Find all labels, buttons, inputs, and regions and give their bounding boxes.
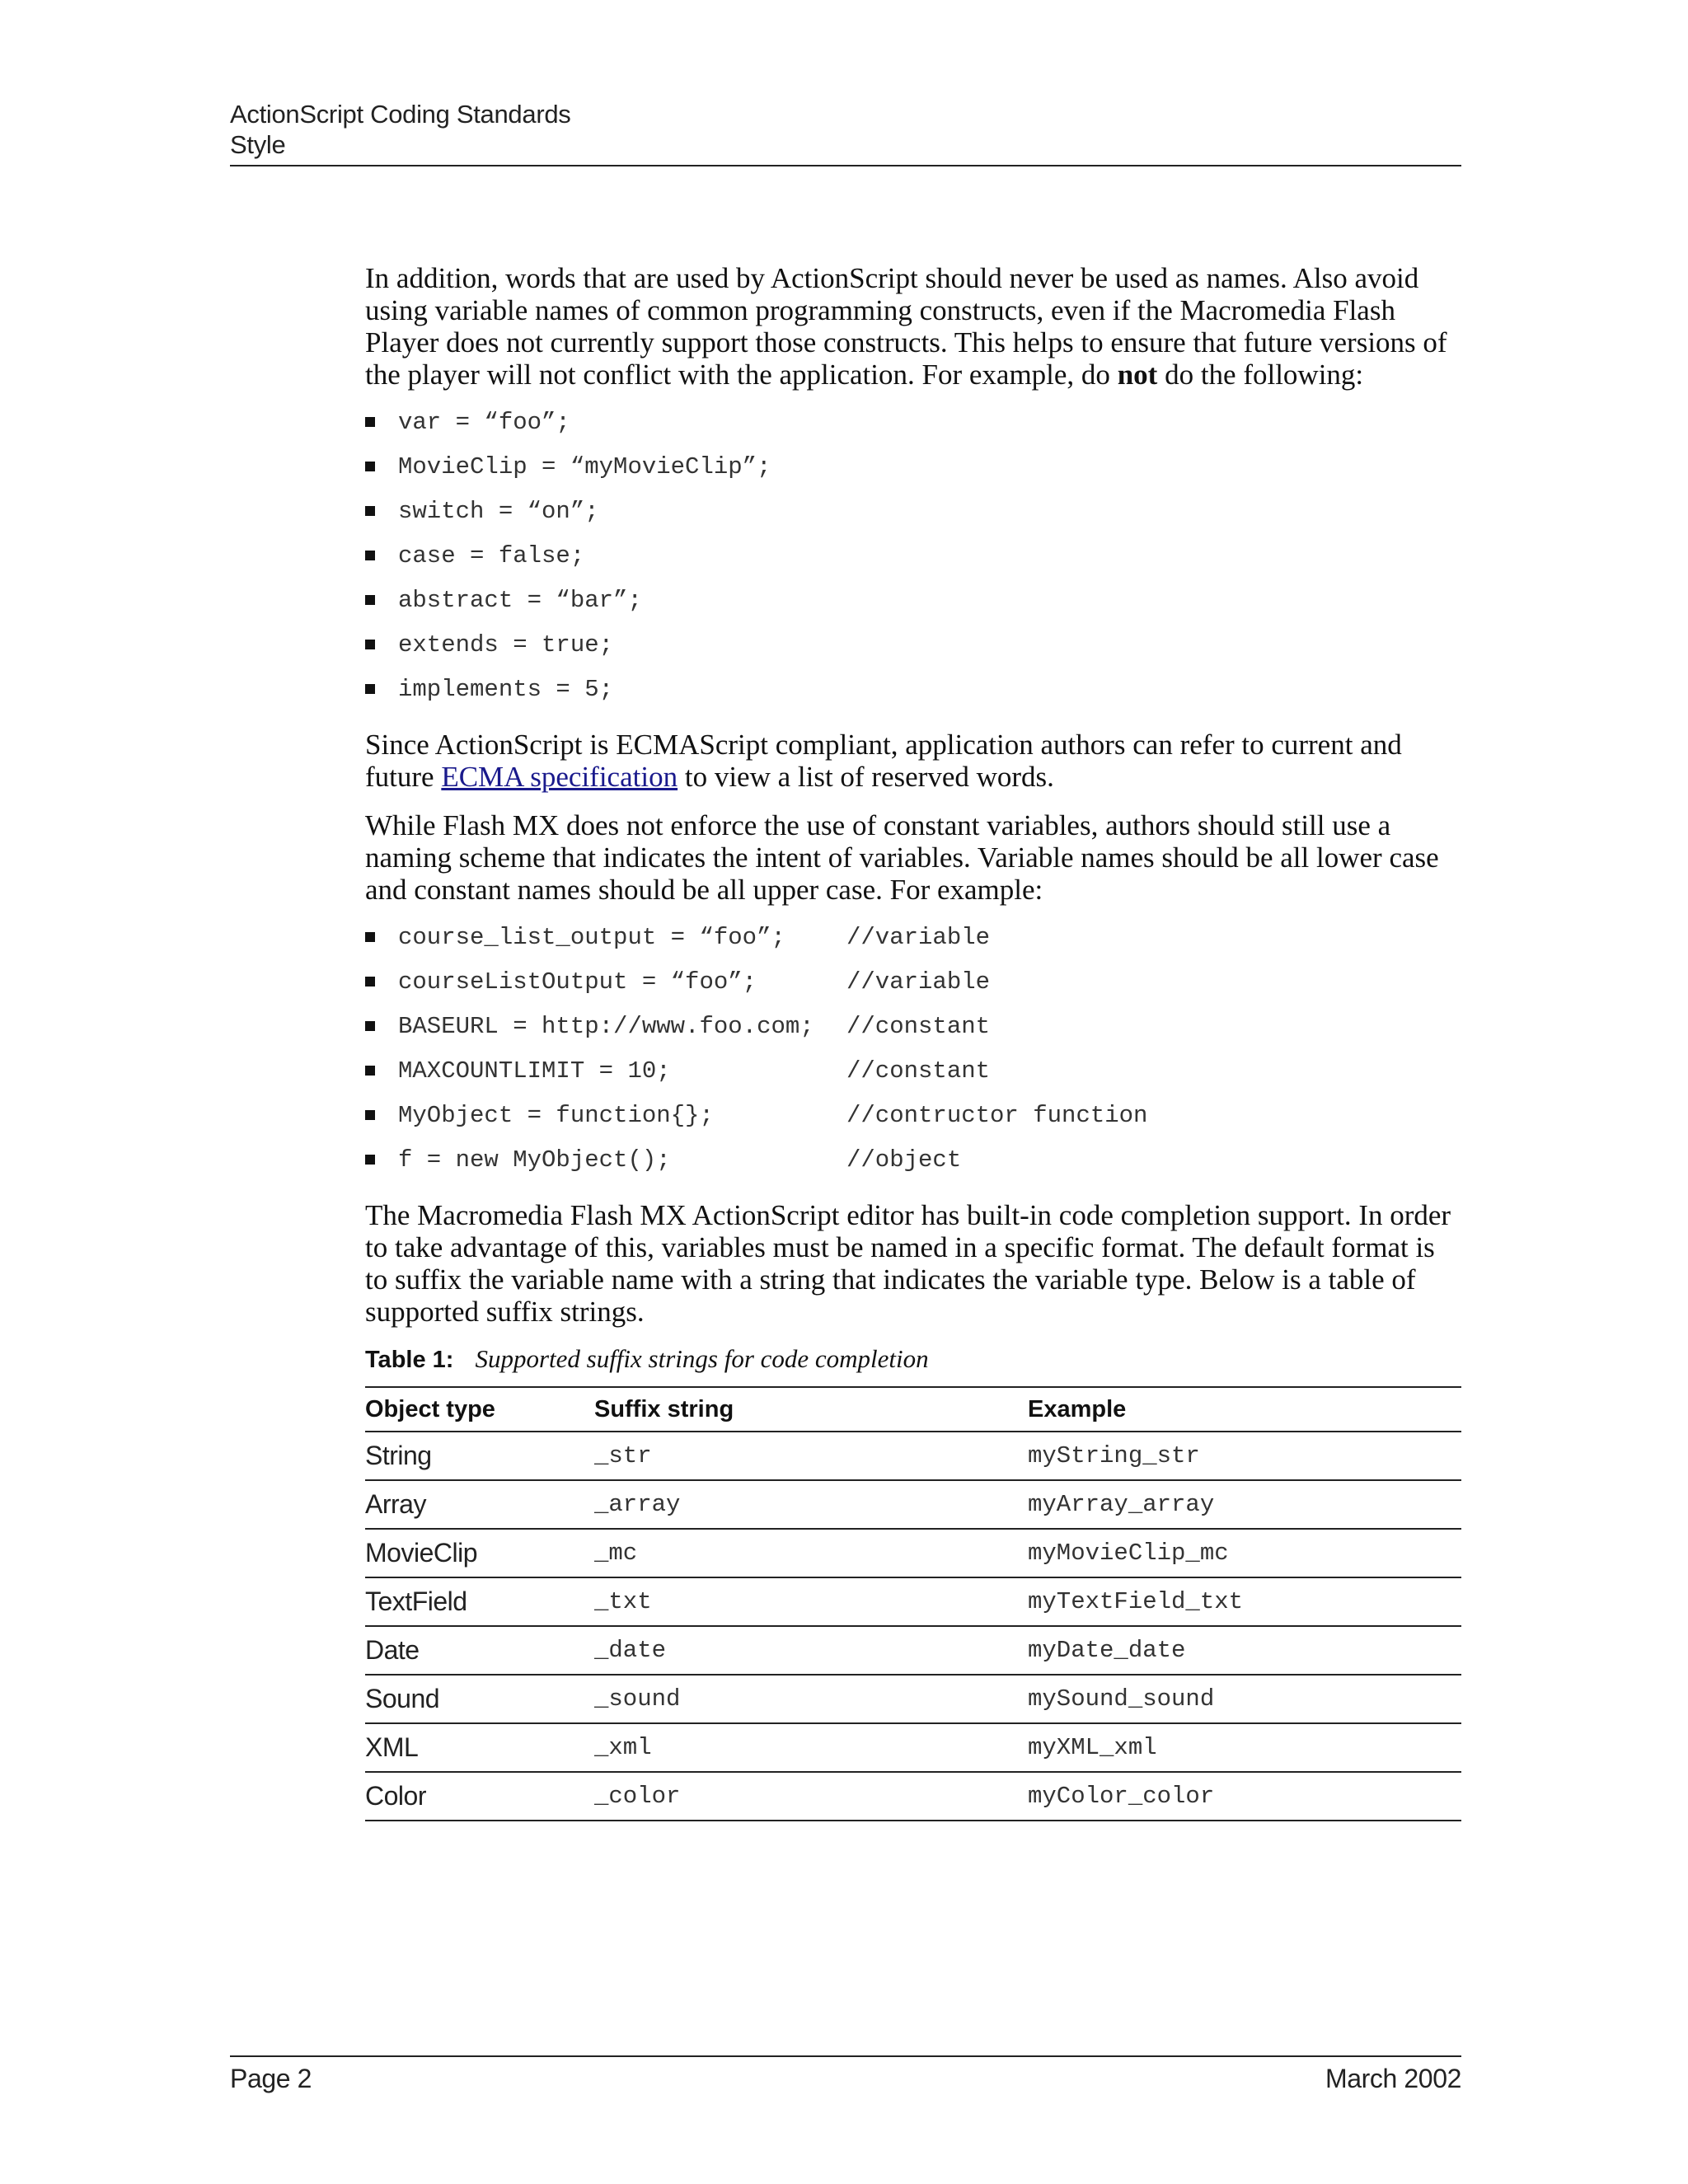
bullet-icon [365,1021,375,1031]
document-title: ActionScript Coding Standards [230,100,571,129]
main-content [365,262,1461,1821]
cell-example: myTextField_txt [1028,1577,1461,1626]
list-item [365,960,1461,1005]
bullet-icon [365,1155,375,1165]
code-snippet: BASEURL = http://www.foo.com; [398,1013,814,1040]
bullet-icon [365,684,375,694]
table-row [365,1577,1461,1626]
code-comment: //constant [846,1057,991,1085]
cell-object-type: Array [365,1480,594,1529]
cell-example: myArray_array [1028,1480,1461,1529]
cell-example: myXML_xml [1028,1723,1461,1772]
code-comment: //constant [846,1013,991,1040]
list-item [365,401,1461,445]
cell-suffix: _color [594,1772,1028,1821]
page-header [230,99,1461,166]
table-row [365,1626,1461,1675]
code-snippet: f = new MyObject(); [398,1146,671,1174]
bad-examples-list [365,401,1461,712]
code-comment: //object [846,1146,962,1174]
cell-object-type: String [365,1432,594,1480]
cell-suffix: _xml [594,1723,1028,1772]
list-item [365,668,1461,712]
list-item [365,445,1461,490]
cell-suffix: _date [594,1626,1028,1675]
list-item [365,579,1461,623]
code-snippet: extends = true; [398,631,614,658]
table-row [365,1529,1461,1577]
cell-suffix: _mc [594,1529,1028,1577]
bullet-icon [365,551,375,560]
page-number: Page 2 [230,2064,312,2093]
intro-paragraph [365,262,1461,391]
cell-example: myMovieClip_mc [1028,1529,1461,1577]
bullet-icon [365,1066,375,1076]
column-header-object-type: Object type [365,1387,594,1432]
bullet-icon [365,977,375,987]
list-item [365,916,1461,960]
code-comment: //variable [846,924,991,951]
table-caption-label: Table 1: [365,1347,454,1373]
code-snippet: var = “foo”; [398,409,570,436]
table-row [365,1675,1461,1723]
code-snippet: implements = 5; [398,676,614,703]
table-row [365,1723,1461,1772]
cell-example: mySound_sound [1028,1675,1461,1723]
intro-bold-not: not [1117,359,1158,391]
bullet-icon [365,462,375,471]
bullet-icon [365,595,375,605]
code-comment: //variable [846,968,991,996]
list-item [365,1049,1461,1094]
list-item [365,1138,1461,1183]
intro-text-after: do the following: [1157,359,1364,391]
cell-example: myDate_date [1028,1626,1461,1675]
list-item [365,1005,1461,1049]
code-snippet: courseListOutput = “foo”; [398,968,757,996]
page-footer [230,2055,1461,2094]
bullet-icon [365,932,375,942]
cell-object-type: Date [365,1626,594,1675]
intro-text-before: In addition, words that are used by ActionScript should never be used as names. Also avoid using variable names of common programming constructs, even if the Macromedia Flash Player does not currently support those constructs. This helps to ensure that future versions of the player will not conflict with the application. For example, do [365,262,1447,391]
publication-date: March 2002 [1325,2064,1461,2093]
table-row [365,1480,1461,1529]
code-snippet: switch = “on”; [398,498,599,525]
ecma-text-before: Since ActionScript is ECMAScript compliant, application authors can refer to current and future [365,729,1402,793]
code-snippet: abstract = “bar”; [398,587,642,614]
code-comment: //contructor function [846,1102,1148,1129]
bullet-icon [365,640,375,649]
cell-object-type: Color [365,1772,594,1821]
ecma-specification-link[interactable]: ECMA specification [441,761,678,793]
bullet-icon [365,506,375,516]
cell-suffix: _sound [594,1675,1028,1723]
list-item [365,1094,1461,1138]
section-title: Style [230,130,286,159]
cell-suffix: _array [594,1480,1028,1529]
code-snippet: MovieClip = “myMovieClip”; [398,453,771,480]
bullet-icon [365,417,375,427]
completion-paragraph: The Macromedia Flash MX ActionScript editor has built-in code completion support. In order to take advantage of this, variables must be named in a specific format. The default format is to suffix the variable name with a string that indicates the variable type. Below is a table of supported suffix strings. [365,1199,1451,1328]
table-header-row [365,1387,1461,1432]
bullet-icon [365,1110,375,1120]
cell-suffix: _str [594,1432,1028,1480]
ecma-text-after: to view a list of reserved words. [678,761,1054,793]
cell-example: myColor_color [1028,1772,1461,1821]
suffix-table [365,1386,1461,1821]
cell-object-type: MovieClip [365,1529,594,1577]
table-caption-text: Supported suffix strings for code completion [475,1344,929,1373]
code-snippet: MyObject = function{}; [398,1102,714,1129]
list-item [365,490,1461,534]
list-item [365,623,1461,668]
naming-examples-list [365,916,1461,1183]
cell-suffix: _txt [594,1577,1028,1626]
cell-object-type: Sound [365,1675,594,1723]
table-caption [365,1343,1461,1376]
constants-paragraph: While Flash MX does not enforce the use of constant variables, authors should still use a naming scheme that indicates the intent of variables. Variable names should be all lower case and constant names should be all upper case. For example: [365,809,1439,906]
table-row [365,1772,1461,1821]
cell-example: myString_str [1028,1432,1461,1480]
cell-object-type: XML [365,1723,594,1772]
column-header-example: Example [1028,1387,1461,1432]
ecma-paragraph [365,729,1461,793]
table-row [365,1432,1461,1480]
column-header-suffix-string: Suffix string [594,1387,1028,1432]
code-snippet: case = false; [398,542,585,569]
code-snippet: course_list_output = “foo”; [398,924,785,951]
list-item [365,534,1461,579]
cell-object-type: TextField [365,1577,594,1626]
code-snippet: MAXCOUNTLIMIT = 10; [398,1057,671,1085]
